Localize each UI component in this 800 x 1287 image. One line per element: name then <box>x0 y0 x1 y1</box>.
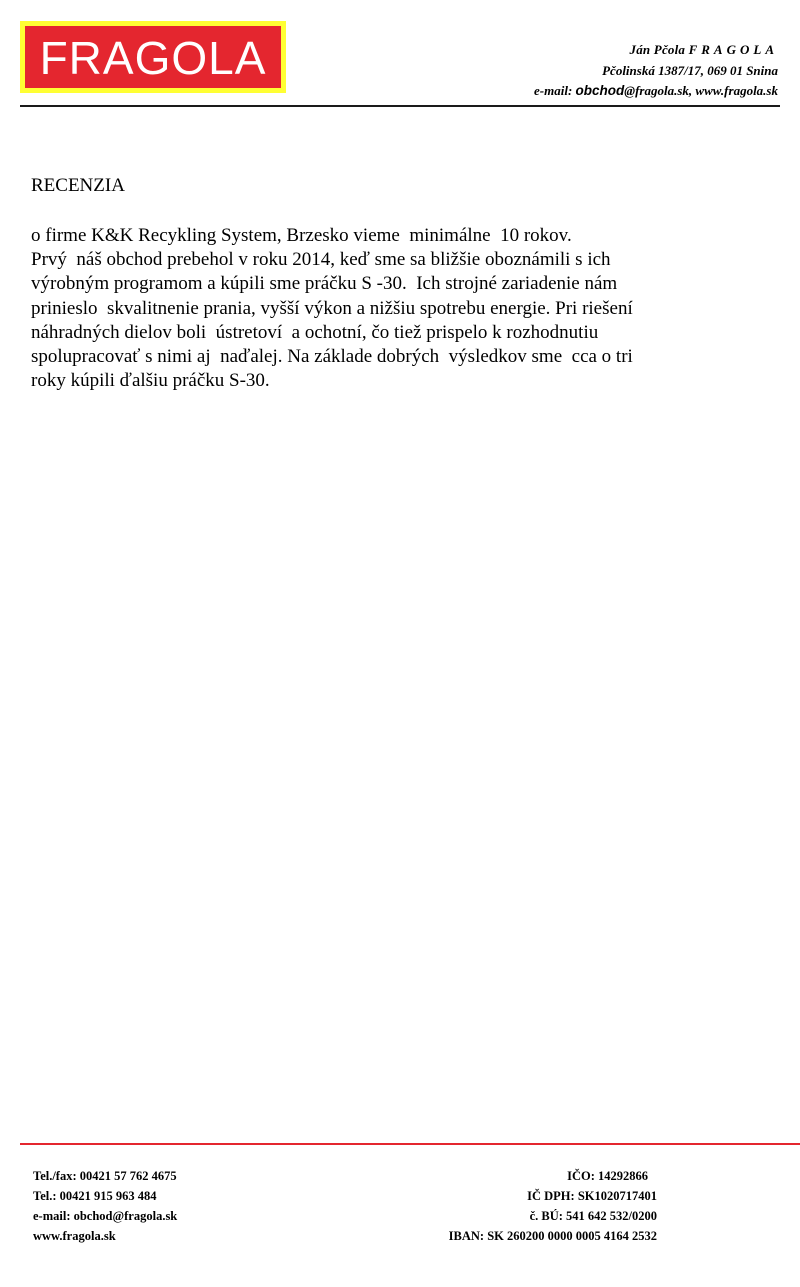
company-address: Pčolinská 1387/17, 069 01 Snina <box>602 62 778 78</box>
document-title: RECENZIA <box>31 175 125 196</box>
logo-red-panel <box>25 26 281 88</box>
company-name-spaced: FRAGOLA <box>688 42 778 57</box>
review-paragraph <box>31 224 776 393</box>
header-divider <box>20 105 780 107</box>
paragraph-line: prinieslo skvalitnenie prania, vyšší výkon a nižšiu spotrebu energie. Pri riešení <box>31 297 633 319</box>
footer-tel: Tel.: 00421 915 963 484 <box>33 1189 157 1203</box>
email-label: e-mail: <box>534 83 576 98</box>
footer-iban: IBAN: SK 260200 0000 0005 4164 2532 <box>448 1229 657 1243</box>
footer-website: www.fragola.sk <box>33 1229 116 1243</box>
company-owner-name <box>534 40 778 61</box>
letterhead-contact-block <box>534 40 778 102</box>
paragraph-line: výrobným programom a kúpili sme práčku S -30. Ich strojné zariadenie nám <box>31 273 618 295</box>
footer-contact <box>33 1166 177 1246</box>
company-email-web <box>534 81 778 102</box>
paragraph-line: roky kúpili ďalšiu práčku S-30. <box>31 370 270 392</box>
paragraph-line: náhradných dielov boli ústretoví a ochotní, čo tiež prispelo k rozhodnutiu <box>31 321 599 343</box>
paragraph-line: spolupracovať s nimi aj naďalej. Na základe dobrých výsledkov sme cca o tri <box>31 346 633 368</box>
footer-tel-fax: Tel./fax: 00421 57 762 4675 <box>33 1169 177 1183</box>
company-logo <box>20 21 286 93</box>
footer-email: e-mail: obchod@fragola.sk <box>33 1209 178 1223</box>
paragraph-line: Prvý náš obchod prebehol v roku 2014, keď sme sa bližšie oboznámili s ich <box>31 249 611 271</box>
logo-text: FRAGOLA <box>39 32 267 84</box>
email-user: obchod <box>575 83 625 98</box>
footer-divider <box>20 1143 800 1145</box>
email-domain-web: @fragola.sk, www.fragola.sk <box>624 83 778 98</box>
paragraph-line: o firme K&K Recykling System, Brzesko vieme minimálne 10 rokov. <box>31 225 572 246</box>
footer-bank-account: č. BÚ: 541 642 532/0200 <box>529 1209 657 1223</box>
footer-company-ids <box>449 1166 657 1246</box>
owner-name: Ján Pčola <box>629 42 689 57</box>
footer-ic-dph: IČ DPH: SK1020717401 <box>527 1189 657 1203</box>
footer-ico: IČO: 14292866 <box>567 1169 648 1183</box>
